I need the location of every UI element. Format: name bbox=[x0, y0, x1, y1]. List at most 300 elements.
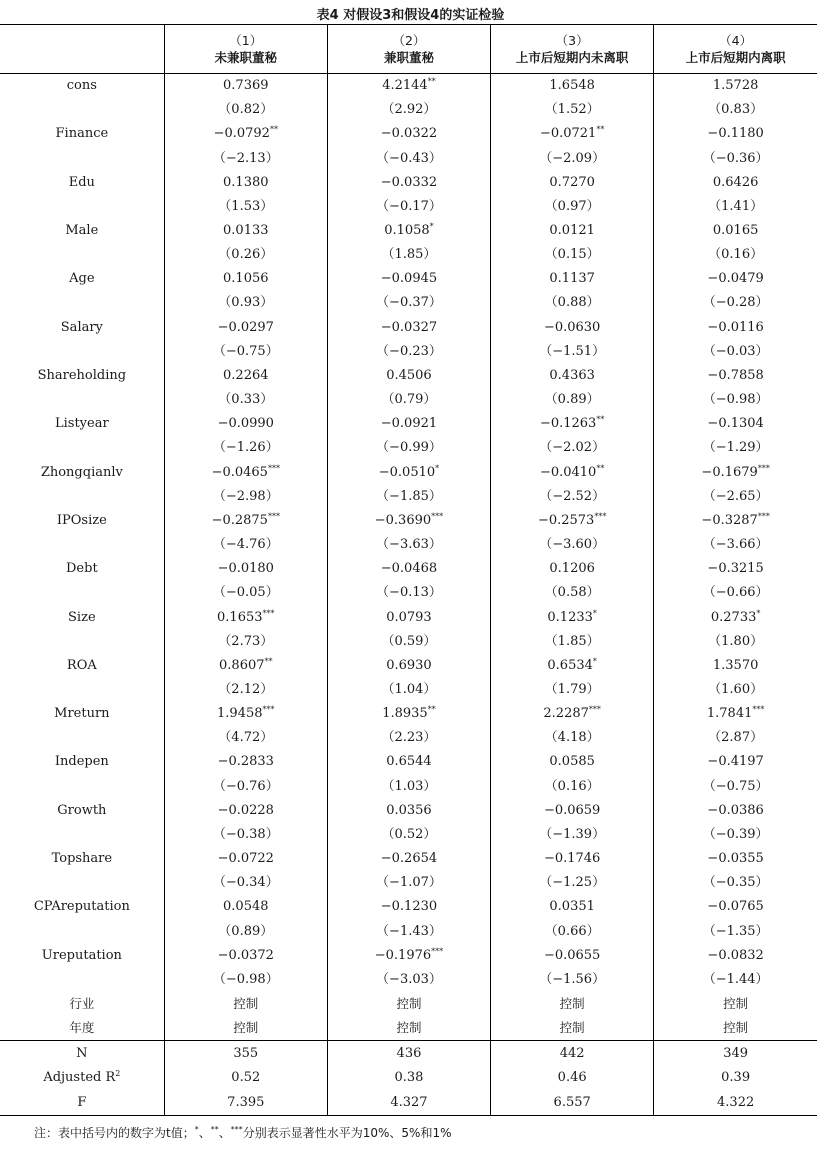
coef-value: −0.0322 bbox=[380, 126, 438, 142]
coef-cell bbox=[654, 847, 817, 871]
coef-value: −0.1263 bbox=[539, 416, 597, 432]
coef-row bbox=[0, 171, 817, 195]
coef-cell bbox=[491, 219, 654, 243]
t-value: （2.23） bbox=[327, 726, 490, 750]
t-value: （−0.13） bbox=[327, 581, 490, 605]
t-value: （0.66） bbox=[491, 919, 654, 943]
tstat-row bbox=[0, 146, 817, 170]
t-value: （0.82） bbox=[164, 98, 327, 122]
coef-cell bbox=[327, 122, 490, 146]
coef-cell bbox=[491, 557, 654, 581]
t-value: （−0.76） bbox=[164, 775, 327, 799]
coef-value: 0.2264 bbox=[223, 367, 269, 383]
coef-cell bbox=[654, 74, 817, 99]
variable-name: cons bbox=[66, 78, 97, 94]
t-value: （−0.39） bbox=[654, 823, 817, 847]
t-value: （1.60） bbox=[654, 678, 817, 702]
coef-value: −0.0372 bbox=[217, 947, 274, 963]
tstat-label bbox=[0, 678, 164, 702]
tstat-label bbox=[0, 726, 164, 750]
coef-cell bbox=[491, 509, 654, 533]
variable-name: Mreturn bbox=[54, 706, 110, 722]
coef-cell bbox=[164, 799, 327, 823]
coef-cell bbox=[654, 171, 817, 195]
coef-cell bbox=[654, 799, 817, 823]
tstat-label bbox=[0, 919, 164, 943]
coef-value: −0.3287 bbox=[701, 512, 758, 528]
coef-cell bbox=[164, 557, 327, 581]
coef-cell bbox=[654, 412, 817, 436]
coef-cell bbox=[491, 605, 654, 629]
stat-value: 349 bbox=[654, 1041, 817, 1066]
coef-cell bbox=[327, 557, 490, 581]
coef-cell bbox=[327, 461, 490, 485]
coef-value: −0.0468 bbox=[380, 561, 438, 577]
coef-value: 0.0548 bbox=[223, 899, 269, 915]
t-value: （−1.56） bbox=[491, 968, 654, 992]
tstat-row bbox=[0, 533, 817, 557]
tstat-row bbox=[0, 968, 817, 992]
coef-value: −0.0722 bbox=[217, 851, 274, 867]
control-value: 控制 bbox=[491, 992, 654, 1016]
t-value: （−0.99） bbox=[327, 436, 490, 460]
coef-row bbox=[0, 847, 817, 871]
tstat-row bbox=[0, 678, 817, 702]
coef-value: 0.2733 bbox=[710, 609, 757, 625]
significance-mark: *** bbox=[267, 463, 280, 473]
stat-name bbox=[0, 1091, 164, 1116]
variable-name: Debt bbox=[66, 561, 98, 577]
control-row bbox=[0, 1016, 817, 1041]
significance-mark: *** bbox=[588, 705, 601, 715]
t-value: （−1.43） bbox=[327, 919, 490, 943]
coef-row bbox=[0, 412, 817, 436]
stat-name-text: Adjusted R bbox=[43, 1070, 116, 1086]
t-value: （−2.02） bbox=[491, 436, 654, 460]
t-value: （0.88） bbox=[491, 291, 654, 315]
regression-table bbox=[0, 24, 817, 1116]
t-value: （0.59） bbox=[327, 630, 490, 654]
coef-value: 0.7369 bbox=[223, 78, 269, 94]
coef-value: 0.6534 bbox=[547, 657, 593, 673]
coef-value: −0.0945 bbox=[380, 271, 438, 287]
coef-cell bbox=[654, 267, 817, 291]
tstat-label bbox=[0, 291, 164, 315]
coef-value: 0.4363 bbox=[549, 367, 595, 383]
coef-value: 0.4506 bbox=[386, 367, 432, 383]
coef-value: −0.0721 bbox=[539, 126, 597, 142]
t-value: （−0.34） bbox=[164, 871, 327, 895]
t-value: （0.52） bbox=[327, 823, 490, 847]
coef-cell bbox=[164, 750, 327, 774]
t-value: （2.92） bbox=[327, 98, 490, 122]
t-value: （−0.05） bbox=[164, 581, 327, 605]
t-value: （−0.23） bbox=[327, 340, 490, 364]
variable-name: Growth bbox=[57, 802, 107, 818]
variable-name: Age bbox=[69, 271, 95, 287]
t-value: （−0.17） bbox=[327, 195, 490, 219]
tstat-row bbox=[0, 871, 817, 895]
coef-value: −0.1679 bbox=[701, 464, 758, 480]
coef-value: 1.3570 bbox=[712, 657, 759, 673]
coef-value: −0.0116 bbox=[707, 319, 764, 335]
stat-value: 7.395 bbox=[164, 1091, 327, 1116]
variable-name: Size bbox=[68, 609, 96, 625]
coef-value: −0.0510 bbox=[378, 464, 436, 480]
coef-row bbox=[0, 316, 817, 340]
coef-value: −0.0655 bbox=[543, 947, 601, 963]
t-value: （0.89） bbox=[164, 919, 327, 943]
tstat-label bbox=[0, 630, 164, 654]
coef-cell bbox=[327, 74, 490, 99]
coef-value: 0.0585 bbox=[549, 754, 595, 770]
coef-cell bbox=[491, 702, 654, 726]
variable-name: Listyear bbox=[54, 416, 109, 432]
tstat-label bbox=[0, 485, 164, 509]
t-value: （4.18） bbox=[491, 726, 654, 750]
significance-mark: ** bbox=[596, 125, 605, 135]
tstat-label bbox=[0, 388, 164, 412]
coef-value: 2.2287 bbox=[543, 706, 589, 722]
significance-mark: *** bbox=[757, 511, 770, 521]
coef-cell bbox=[327, 750, 490, 774]
stat-value: 436 bbox=[327, 1041, 490, 1066]
coef-cell bbox=[327, 412, 490, 436]
coef-cell bbox=[654, 461, 817, 485]
t-value: （1.52） bbox=[491, 98, 654, 122]
t-value: （−1.35） bbox=[654, 919, 817, 943]
coef-value: −0.0465 bbox=[211, 464, 268, 480]
tstat-label bbox=[0, 340, 164, 364]
coef-cell bbox=[654, 557, 817, 581]
tstat-label bbox=[0, 775, 164, 799]
coef-cell bbox=[654, 219, 817, 243]
control-value: 控制 bbox=[164, 992, 327, 1016]
tstat-label bbox=[0, 195, 164, 219]
coef-value: 0.1233 bbox=[547, 609, 593, 625]
coef-row bbox=[0, 509, 817, 533]
coef-cell bbox=[164, 654, 327, 678]
t-value: （−0.35） bbox=[654, 871, 817, 895]
t-value: （0.16） bbox=[654, 243, 817, 267]
stat-value: 0.39 bbox=[654, 1066, 817, 1091]
coef-value: −0.0228 bbox=[217, 802, 274, 818]
t-value: （1.80） bbox=[654, 630, 817, 654]
coef-cell bbox=[164, 364, 327, 388]
t-value: （−0.66） bbox=[654, 581, 817, 605]
coef-row bbox=[0, 944, 817, 968]
stat-name-text: F bbox=[77, 1094, 87, 1110]
stat-value: 0.52 bbox=[164, 1066, 327, 1091]
coef-value: 1.6548 bbox=[549, 78, 595, 94]
coef-cell bbox=[327, 847, 490, 871]
stat-value: 0.38 bbox=[327, 1066, 490, 1091]
coef-row bbox=[0, 799, 817, 823]
tstat-row bbox=[0, 243, 817, 267]
coef-cell bbox=[491, 171, 654, 195]
coef-cell bbox=[164, 122, 327, 146]
t-value: （1.53） bbox=[164, 195, 327, 219]
t-value: （−2.09） bbox=[491, 146, 654, 170]
significance-mark: ** bbox=[427, 705, 436, 715]
coef-value: 1.5728 bbox=[712, 78, 759, 94]
coef-value: 0.1056 bbox=[223, 271, 269, 287]
coef-cell bbox=[327, 509, 490, 533]
t-value: （0.15） bbox=[491, 243, 654, 267]
coef-value: −0.0921 bbox=[380, 416, 438, 432]
t-value: （−2.52） bbox=[491, 485, 654, 509]
coef-row bbox=[0, 654, 817, 678]
tstat-label bbox=[0, 823, 164, 847]
stat-value: 0.46 bbox=[491, 1066, 654, 1091]
t-value: （1.85） bbox=[491, 630, 654, 654]
table-body bbox=[0, 74, 817, 1041]
coef-row bbox=[0, 895, 817, 919]
t-value: （−0.36） bbox=[654, 146, 817, 170]
coef-value: −0.0386 bbox=[707, 802, 764, 818]
t-value: （−0.75） bbox=[654, 775, 817, 799]
coef-value: −0.0297 bbox=[217, 319, 274, 335]
coef-value: 4.2144 bbox=[382, 78, 428, 94]
coef-row bbox=[0, 74, 817, 99]
column-header: （4） 上市后短期内离职 bbox=[654, 25, 817, 74]
t-value: （0.93） bbox=[164, 291, 327, 315]
stat-name bbox=[0, 1066, 164, 1091]
control-row bbox=[0, 992, 817, 1016]
significance-mark: *** bbox=[752, 705, 765, 715]
coef-value: −0.0792 bbox=[213, 126, 270, 142]
t-value: （0.79） bbox=[327, 388, 490, 412]
coef-row bbox=[0, 605, 817, 629]
t-value: （−0.37） bbox=[327, 291, 490, 315]
t-value: （−3.03） bbox=[327, 968, 490, 992]
coef-cell bbox=[491, 74, 654, 99]
coef-cell bbox=[654, 509, 817, 533]
t-value: （0.16） bbox=[491, 775, 654, 799]
coef-value: −0.0832 bbox=[707, 947, 764, 963]
t-value: （−1.07） bbox=[327, 871, 490, 895]
coef-cell bbox=[164, 895, 327, 919]
coef-value: 0.6544 bbox=[386, 754, 432, 770]
coef-value: −0.4197 bbox=[707, 754, 764, 770]
coef-cell bbox=[327, 895, 490, 919]
coef-cell bbox=[491, 847, 654, 871]
tstat-row bbox=[0, 630, 817, 654]
coef-value: −0.0327 bbox=[380, 319, 438, 335]
control-value: 控制 bbox=[491, 1016, 654, 1041]
stat-name bbox=[0, 1041, 164, 1066]
t-value: （−3.60） bbox=[491, 533, 654, 557]
t-value: （−0.98） bbox=[164, 968, 327, 992]
coef-value: 0.0356 bbox=[386, 802, 432, 818]
coef-cell bbox=[491, 944, 654, 968]
coef-cell bbox=[654, 702, 817, 726]
stat-value: 355 bbox=[164, 1041, 327, 1066]
t-value: （−0.98） bbox=[654, 388, 817, 412]
t-value: （−2.98） bbox=[164, 485, 327, 509]
tstat-row bbox=[0, 919, 817, 943]
coef-cell bbox=[327, 316, 490, 340]
coef-value: −0.3215 bbox=[707, 561, 764, 577]
t-value: （2.87） bbox=[654, 726, 817, 750]
tstat-label bbox=[0, 243, 164, 267]
significance-mark: *** bbox=[431, 511, 444, 521]
significance-mark: * bbox=[429, 222, 434, 232]
coef-value: 0.0133 bbox=[223, 223, 269, 239]
t-value: （4.72） bbox=[164, 726, 327, 750]
coef-cell bbox=[164, 412, 327, 436]
coef-cell bbox=[327, 799, 490, 823]
coef-value: −0.0332 bbox=[380, 174, 438, 190]
coef-cell bbox=[327, 364, 490, 388]
stat-name-text: N bbox=[76, 1045, 88, 1061]
coef-cell bbox=[491, 412, 654, 436]
t-value: （−1.39） bbox=[491, 823, 654, 847]
tstat-row bbox=[0, 98, 817, 122]
variable-name: IPOsize bbox=[56, 512, 107, 528]
table-caption: 表4 对假设3和假设4的实证检验 bbox=[316, 8, 505, 23]
t-value: （−0.28） bbox=[654, 291, 817, 315]
tstat-row bbox=[0, 775, 817, 799]
coef-value: −0.0765 bbox=[707, 899, 764, 915]
t-value: （1.85） bbox=[327, 243, 490, 267]
t-value: （1.79） bbox=[491, 678, 654, 702]
t-value: （0.83） bbox=[654, 98, 817, 122]
t-value: （−1.44） bbox=[654, 968, 817, 992]
coef-row bbox=[0, 219, 817, 243]
table-stats bbox=[0, 1041, 817, 1116]
tstat-row bbox=[0, 340, 817, 364]
coef-value: −0.1180 bbox=[707, 126, 764, 142]
coef-cell bbox=[491, 122, 654, 146]
tstat-row bbox=[0, 823, 817, 847]
t-value: （0.58） bbox=[491, 581, 654, 605]
coef-row bbox=[0, 122, 817, 146]
coef-cell bbox=[327, 702, 490, 726]
coef-cell bbox=[491, 267, 654, 291]
coef-value: −0.0410 bbox=[539, 464, 597, 480]
variable-name: CPAreputation bbox=[33, 899, 130, 915]
coef-row bbox=[0, 557, 817, 581]
column-header: （3） 上市后短期内未离职 bbox=[491, 25, 654, 74]
coef-cell bbox=[491, 799, 654, 823]
header-corner bbox=[0, 25, 164, 74]
coef-row bbox=[0, 750, 817, 774]
coef-cell bbox=[654, 944, 817, 968]
significance-mark: *** bbox=[262, 705, 275, 715]
t-value: （−1.26） bbox=[164, 436, 327, 460]
coef-value: 0.0121 bbox=[549, 223, 595, 239]
variable-name: Edu bbox=[68, 174, 95, 190]
coef-cell bbox=[491, 654, 654, 678]
coef-cell bbox=[654, 605, 817, 629]
coef-value: 0.7270 bbox=[549, 174, 595, 190]
coef-value: 0.1058 bbox=[384, 223, 430, 239]
coef-cell bbox=[164, 267, 327, 291]
coef-cell bbox=[164, 847, 327, 871]
significance-mark: ** bbox=[264, 656, 273, 666]
significance-mark: * bbox=[756, 608, 761, 618]
t-value: （−0.03） bbox=[654, 340, 817, 364]
variable-name: Topshare bbox=[51, 851, 113, 867]
stat-row bbox=[0, 1041, 817, 1066]
variable-name: Salary bbox=[60, 319, 103, 335]
tstat-label bbox=[0, 581, 164, 605]
column-header: （2） 兼职董秘 bbox=[327, 25, 490, 74]
coef-cell bbox=[491, 750, 654, 774]
variable-name: Male bbox=[65, 223, 99, 239]
coef-value: −0.3690 bbox=[374, 512, 432, 528]
significance-mark: * bbox=[592, 608, 597, 618]
coef-cell bbox=[164, 171, 327, 195]
coef-value: 0.0165 bbox=[712, 223, 759, 239]
coef-cell bbox=[654, 895, 817, 919]
coef-value: 0.0351 bbox=[549, 899, 595, 915]
coef-value: −0.0355 bbox=[707, 851, 764, 867]
significance-mark: ** bbox=[269, 125, 278, 135]
tstat-row bbox=[0, 436, 817, 460]
tstat-label bbox=[0, 98, 164, 122]
coef-value: −0.2833 bbox=[217, 754, 274, 770]
coef-cell bbox=[654, 654, 817, 678]
t-value: （2.73） bbox=[164, 630, 327, 654]
significance-mark: *** bbox=[594, 511, 607, 521]
variable-name: ROA bbox=[66, 657, 97, 673]
coef-cell bbox=[164, 509, 327, 533]
coef-value: −0.1304 bbox=[707, 416, 764, 432]
t-value: （−0.75） bbox=[164, 340, 327, 364]
tstat-label bbox=[0, 968, 164, 992]
stat-value: 6.557 bbox=[491, 1091, 654, 1116]
significance-mark: *** bbox=[757, 463, 770, 473]
t-value: （−1.85） bbox=[327, 485, 490, 509]
stat-row bbox=[0, 1091, 817, 1116]
t-value: （−2.13） bbox=[164, 146, 327, 170]
coef-cell bbox=[164, 74, 327, 99]
coef-value: −0.0990 bbox=[217, 416, 274, 432]
stat-value: 4.322 bbox=[654, 1091, 817, 1116]
coef-value: −0.1230 bbox=[380, 899, 438, 915]
coef-cell bbox=[327, 267, 490, 291]
coef-row bbox=[0, 702, 817, 726]
coef-value: 0.1206 bbox=[549, 561, 595, 577]
coef-value: 1.9458 bbox=[217, 706, 263, 722]
tstat-row bbox=[0, 195, 817, 219]
coef-value: 0.1137 bbox=[549, 271, 595, 287]
coef-cell bbox=[491, 461, 654, 485]
coef-cell bbox=[164, 219, 327, 243]
variable-name: Finance bbox=[55, 126, 109, 142]
t-value: （0.33） bbox=[164, 388, 327, 412]
coef-value: 0.1653 bbox=[217, 609, 263, 625]
t-value: （−0.43） bbox=[327, 146, 490, 170]
coef-value: 0.6930 bbox=[386, 657, 432, 673]
significance-mark: ** bbox=[596, 463, 605, 473]
coef-cell bbox=[164, 605, 327, 629]
t-value: （2.12） bbox=[164, 678, 327, 702]
variable-name: Indepen bbox=[54, 754, 109, 770]
control-value: 控制 bbox=[654, 1016, 817, 1041]
coef-cell bbox=[491, 316, 654, 340]
coef-value: −0.7858 bbox=[707, 367, 764, 383]
coef-cell bbox=[654, 316, 817, 340]
t-value: （1.03） bbox=[327, 775, 490, 799]
coef-cell bbox=[654, 122, 817, 146]
stat-value: 442 bbox=[491, 1041, 654, 1066]
coef-cell bbox=[327, 171, 490, 195]
significance-mark: * bbox=[435, 463, 440, 473]
t-value: （−2.65） bbox=[654, 485, 817, 509]
